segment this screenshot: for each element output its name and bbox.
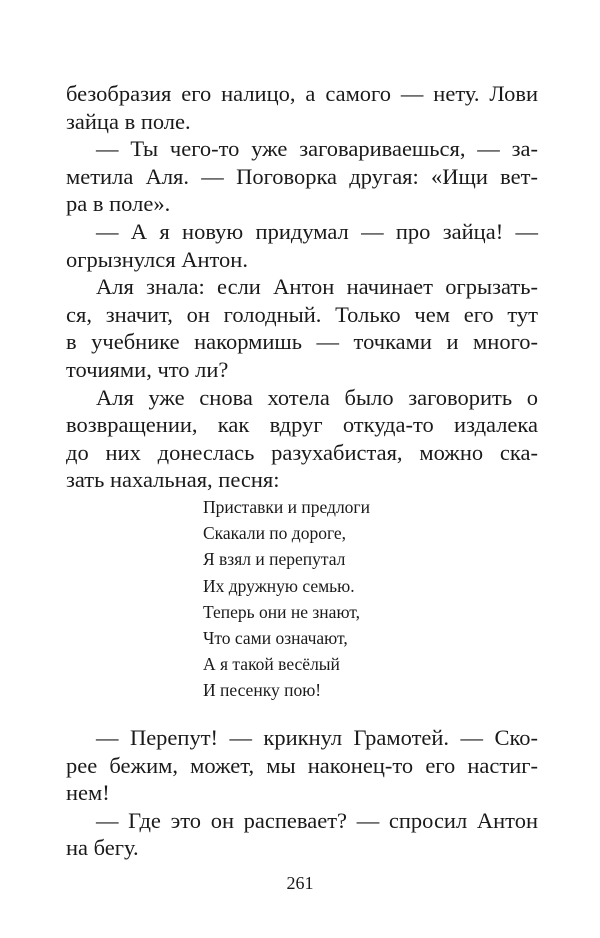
text-line: зать нахальная, песня: xyxy=(66,467,280,493)
text-line: безобразия его налицо, а самого — нету. Лови xyxy=(66,81,538,106)
text-line: в учебнике накормишь — точками и много- xyxy=(66,329,538,355)
text-line: нем! xyxy=(66,780,110,806)
poem-line: А я такой весёлый xyxy=(203,654,340,675)
prose-block-bottom xyxy=(66,724,538,862)
text-line: огрызнулся Антон. xyxy=(66,246,248,272)
text-line: — А я новую придумал — про зайца! — xyxy=(96,218,538,244)
poem-line: Теперь они не знают, xyxy=(203,601,360,622)
text-line: — Перепут! — крикнул Грамотей. — Ско- xyxy=(96,725,538,750)
text-line: Аля знала: если Антон начинает огрызать- xyxy=(96,274,538,300)
text-line: ра в поле». xyxy=(66,191,171,217)
poem-line: И песенку пою! xyxy=(203,680,322,701)
page-number: 261 xyxy=(286,873,314,893)
poem-line: Их дружную семью. xyxy=(203,575,355,596)
text-line: ся, значит, он голодный. Только чем его тут xyxy=(66,301,538,327)
text-line: — Ты чего-то уже заговариваешься, — за- xyxy=(96,136,538,162)
text-line: — Где это он распевает? — спросил Антон xyxy=(96,807,538,833)
poem-block xyxy=(203,494,370,704)
text-line: Аля уже снова хотела было заговорить о xyxy=(96,384,538,410)
poem-line: Приставки и предлоги xyxy=(203,497,370,517)
prose-block-top xyxy=(66,80,538,494)
poem-line: Я взял и перепутал xyxy=(203,549,346,570)
text-line: на бегу. xyxy=(66,835,139,861)
text-line: до них донеслась разухабистая, можно ска- xyxy=(66,439,538,465)
poem-line: Что сами означают, xyxy=(203,628,348,649)
text-line: возвращении, как вдруг откуда-то издалека xyxy=(66,412,538,438)
text-line: метила Аля. — Поговорка другая: «Ищи вет- xyxy=(66,163,538,189)
text-line: зайца в поле. xyxy=(66,108,191,134)
text-line: точиями, что ли? xyxy=(66,356,229,382)
text-line: рее бежим, может, мы наконец-то его настиг- xyxy=(66,752,538,778)
poem-line: Скакали по дороге, xyxy=(203,523,347,544)
